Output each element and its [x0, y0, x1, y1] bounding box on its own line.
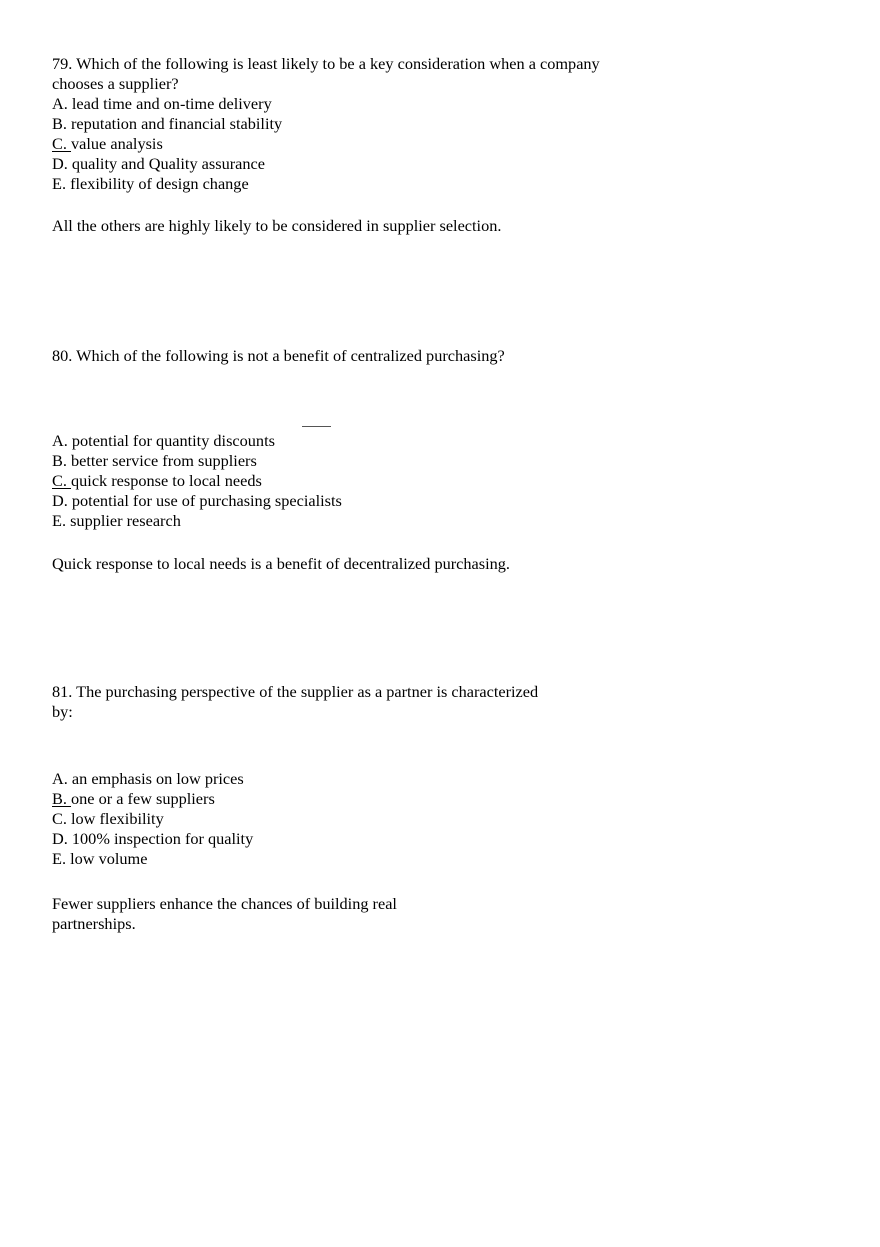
option-c-correct — [52, 471, 342, 491]
correct-answer-letter: C. — [52, 134, 72, 153]
question-stem-line: 80. Which of the following is not a benefit of centralized purchasing? — [52, 346, 505, 365]
option-letter: C. — [52, 809, 67, 828]
explanation-line: partnerships. — [52, 914, 136, 933]
option-letter: A. — [52, 769, 68, 788]
option-letter: B. — [52, 451, 67, 470]
correct-answer-letter: C. — [52, 471, 72, 490]
question-stem-line: 81. The purchasing perspective of the supplier as a partner is characterized — [52, 682, 539, 701]
option-letter: E. — [52, 511, 67, 530]
option-text: better service from suppliers — [66, 451, 257, 470]
option-letter: D. — [52, 154, 68, 173]
option-text: 100% inspection for quality — [67, 829, 254, 848]
option-a — [52, 769, 253, 789]
option-text: low volume — [66, 849, 148, 868]
option-letter: D. — [52, 491, 68, 510]
option-text: flexibility of design change — [66, 174, 249, 193]
option-letter: B. — [52, 114, 67, 133]
correct-answer-letter: B. — [52, 789, 72, 808]
option-letter: A. — [52, 431, 68, 450]
option-d — [52, 154, 282, 174]
option-b — [52, 451, 342, 471]
option-text: one or a few suppliers — [71, 789, 215, 808]
explanation-line: All the others are highly likely to be considered in supplier selection. — [52, 216, 502, 235]
option-b-correct — [52, 789, 253, 809]
question-81-stem — [52, 682, 538, 722]
option-text: quick response to local needs — [71, 471, 262, 490]
option-text: value analysis — [71, 134, 163, 153]
answer-blank-line — [302, 426, 331, 427]
question-81-explanation — [52, 893, 397, 933]
option-letter: E. — [52, 849, 67, 868]
option-text: an emphasis on low prices — [67, 769, 244, 788]
question-stem-line: 79. Which of the following is least likely to be a key consideration when a company — [52, 54, 600, 73]
question-79-options — [52, 94, 282, 194]
option-a — [52, 94, 282, 114]
question-stem-line: by: — [52, 702, 73, 721]
option-d — [52, 491, 342, 511]
option-letter: A. — [52, 94, 68, 113]
option-e — [52, 849, 253, 869]
question-80-explanation — [52, 554, 510, 574]
option-c — [52, 809, 253, 829]
question-stem-line: chooses a supplier? — [52, 74, 179, 93]
option-text: potential for use of purchasing specialists — [67, 491, 342, 510]
option-d — [52, 829, 253, 849]
explanation-line: Fewer suppliers enhance the chances of building real — [52, 894, 397, 913]
option-e — [52, 174, 282, 194]
option-text: supplier research — [66, 511, 181, 530]
option-text: reputation and financial stability — [66, 114, 283, 133]
question-80-options — [52, 431, 342, 531]
explanation-line: Quick response to local needs is a benefit of decentralized purchasing. — [52, 554, 510, 573]
option-c-correct — [52, 134, 282, 154]
option-text: potential for quantity discounts — [67, 431, 275, 450]
question-79-explanation — [52, 216, 501, 236]
option-e — [52, 511, 342, 531]
question-80-stem — [52, 346, 505, 366]
question-79-stem — [52, 54, 600, 94]
option-text: lead time and on-time delivery — [67, 94, 272, 113]
option-letter: E. — [52, 174, 67, 193]
option-text: low flexibility — [66, 809, 164, 828]
question-81-options — [52, 769, 253, 869]
option-letter: D. — [52, 829, 68, 848]
option-b — [52, 114, 282, 134]
option-a — [52, 431, 342, 451]
option-text: quality and Quality assurance — [67, 154, 265, 173]
